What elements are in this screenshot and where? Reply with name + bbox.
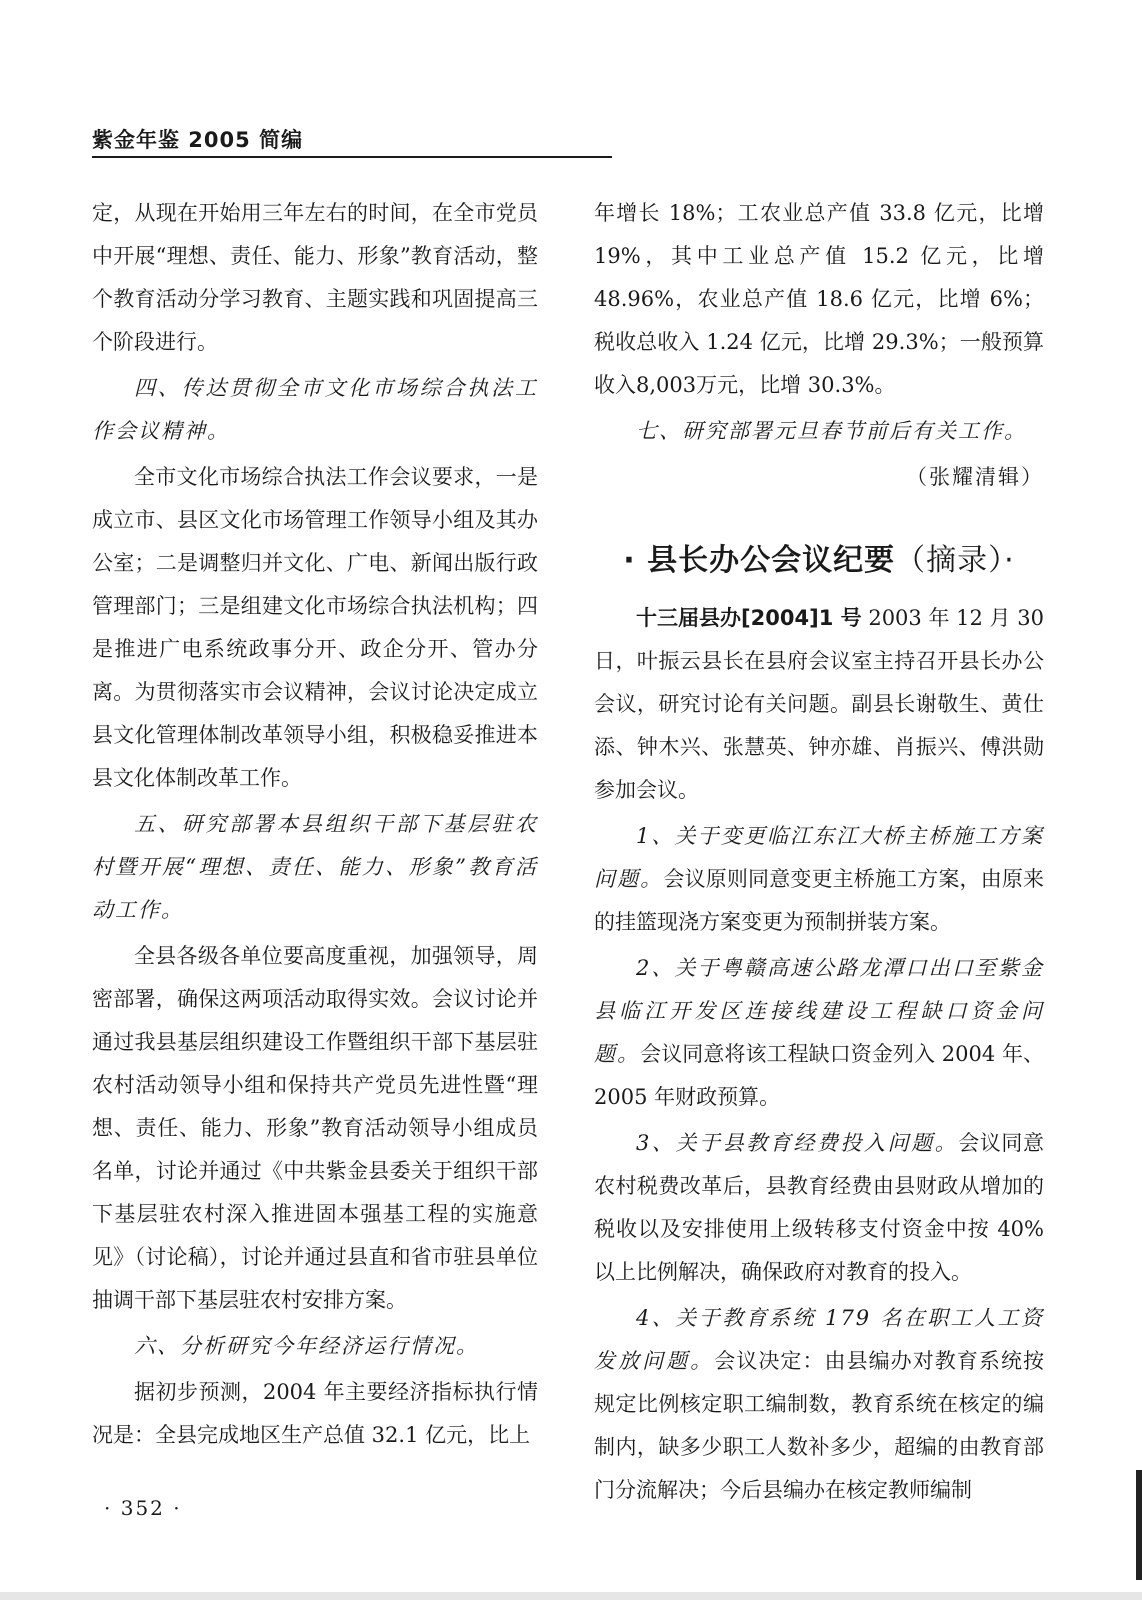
- list-item: [594, 1122, 1044, 1294]
- item-text: 会议同意将该工程缺口资金列入 2004 年、2005 年财政预算。: [594, 1042, 1045, 1109]
- item-text: 会议同意农村税费改革后，县教育经费由县财政从增加的税收以及安排使用上级转移支付资金中按 40% 以上比例解决，确保政府对教育的投入。: [594, 1131, 1044, 1284]
- section-title-sub: （摘录）·: [895, 543, 1015, 578]
- list-item: [594, 947, 1044, 1119]
- paragraph: [594, 597, 1044, 812]
- paragraph: 定，从现在开始用三年左右的时间，在全市党员中开展“理想、责任、能力、形象”教育活动，整个教育活动分学习教育、主题实践和巩固提高三个阶段进行。: [92, 201, 538, 354]
- list-item: [594, 1297, 1044, 1512]
- item-heading: 2、关于粤赣高速公路龙潭口出口至紫金县临江开发区连接线建设工程缺口资金问题。: [594, 956, 1044, 1066]
- paragraph: 全县各级各单位要高度重视，加强领导，周密部署，确保这两项活动取得实效。会议讨论并通过我县基层组织建设工作暨组织干部下基层驻农村活动领导小组和保持共产党员先进性暨“理想、责任、能力、形象”教育活动领导小组成员名单，讨论并通过《中共紫金县委关于组织干部下基层驻农村深入推进固本强基工程的实施意见》（讨论稿），讨论并通过县直和省市驻县单位抽调干部下基层驻农村安排方案。: [92, 944, 538, 1312]
- editor-credit: （张耀清辑）: [906, 465, 1044, 489]
- list-item: [594, 815, 1044, 944]
- item-heading: 1、关于变更临江东江大桥主桥施工方案问题。: [594, 824, 1044, 891]
- scan-edge: [1136, 1470, 1142, 1580]
- scan-bottom-edge: [0, 1592, 1142, 1600]
- item-text: 会议决定：由县编办对教育系统按规定比例核定职工编制数，教育系统在核定的编制内，缺多少职工人数补多少，超编的由教育部门分流解决；今后县编办在核定教师编制: [594, 1349, 1045, 1502]
- agenda-item-6: 六、分析研究今年经济运行情况。: [134, 1334, 479, 1358]
- paragraph: 全市文化市场综合执法工作会议要求，一是成立市、县区文化市场管理工作领导小组及其办公室；二是调整归并文化、广电、新闻出版行政管理部门；三是组建文化市场综合执法机构；四是推进广电系统政事分开、政企分开、管办分离。为贯彻落实市会议精神，会议讨论决定成立县文化管理体制改革领导小组，积极稳妥推进本县文化体制改革工作。: [92, 465, 538, 790]
- paragraph: 据初步预测，2004 年主要经济指标执行情况是：全县完成地区生产总值 32.1 亿元，比上: [92, 1380, 538, 1447]
- running-header: 紫金年鉴 2005 简编: [92, 128, 304, 152]
- item-text: 会议原则同意变更主桥施工方案，由原来的挂篮现浇方案变更为预制拼装方案。: [594, 867, 1045, 934]
- right-column: [594, 192, 1044, 1515]
- item-heading: 4、关于教育系统 179 名在职工人工资发放问题。: [594, 1306, 1044, 1373]
- header-rule: [92, 156, 612, 158]
- item-heading: 3、关于县教育经费投入问题。: [636, 1131, 959, 1155]
- left-column: [92, 192, 538, 1460]
- paragraph: 年增长 18%；工农业总产值 33.8 亿元，比增 19%，其中工业总产值 15.2 亿元，比增 48.96%，农业总产值 18.6 亿元，比增 6%；税收总收入 1.24 亿元，比增 29.3%；一般预算收入8,003万元，比增 30.3%。: [594, 201, 1044, 397]
- agenda-item-5: 五、研究部署本县组织干部下基层驻农村暨开展“理想、责任、能力、形象”教育活动工作。: [92, 812, 538, 922]
- agenda-item-4: 四、传达贯彻全市文化市场综合执法工作会议精神。: [92, 376, 538, 443]
- section-title-main: · 县长办公会议纪要: [623, 543, 896, 578]
- section-title: [594, 539, 1044, 583]
- page-number: · 352 ·: [104, 1496, 182, 1520]
- meeting-intro: 2003 年 12 月 30 日，叶振云县长在县府会议室主持召开县长办公会议，研究讨论有关问题。副县长谢敬生、黄仕添、钟木兴、张慧英、钟亦雄、肖振兴、傅洪勋参加会议。: [594, 606, 1044, 802]
- document-number: 十三届县办[2004]1 号: [636, 606, 862, 630]
- agenda-item-7: 七、研究部署元旦春节前后有关工作。: [636, 419, 1027, 443]
